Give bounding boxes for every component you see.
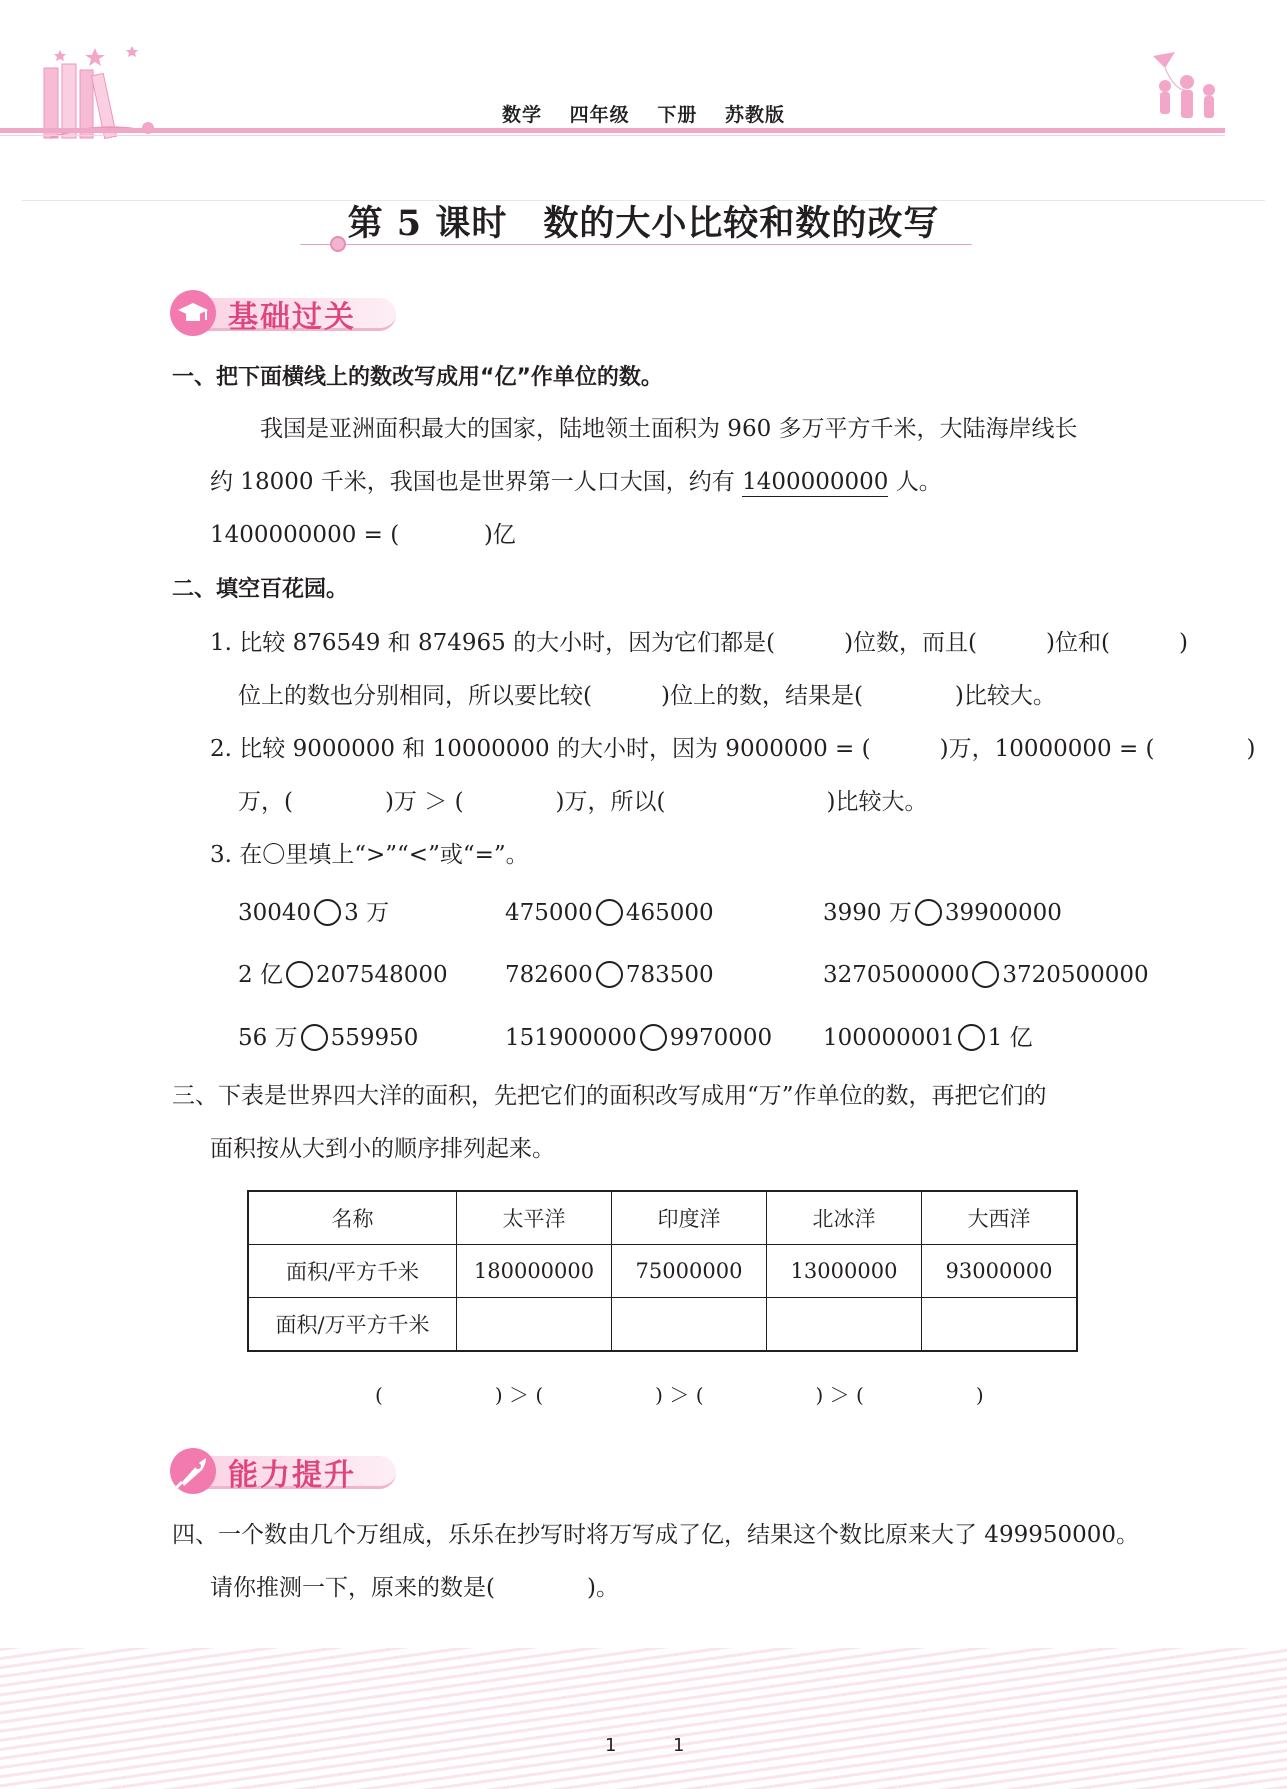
q1-line2-post: 人。 — [888, 469, 942, 495]
table-header-cell: 北冰洋 — [767, 1191, 922, 1245]
rocket-icon — [170, 1448, 216, 1494]
table-row — [248, 1298, 1077, 1352]
q3-heading-line1: 三、下表是世界四大洋的面积，先把它们的面积改写成用“万”作单位的数，再把它们的 — [172, 1083, 1047, 1109]
ocean-area-table — [247, 1190, 1078, 1352]
q1-answer — [210, 520, 516, 550]
page-number-left: 1 — [605, 1735, 617, 1756]
table-header-cell: 名称 — [248, 1191, 457, 1245]
compare-item: 3990 万 39900000 — [823, 900, 1062, 926]
compare-circle[interactable] — [640, 1024, 667, 1051]
q3-heading-line2: 面积按从大到小的顺序排列起来。 — [210, 1136, 555, 1162]
compare-circle[interactable] — [286, 961, 313, 988]
compare-circle[interactable] — [596, 899, 623, 926]
compare-item: 2 亿 207548000 — [238, 962, 448, 988]
section-basic-label: 基础过关 — [228, 300, 356, 335]
compare-item: 56 万 559950 — [238, 1025, 419, 1051]
footer-wave-decoration — [0, 1648, 1287, 1789]
q4-line1: 四、一个数由几个万组成，乐乐在抄写时将万写成了亿，结果这个数比原来大了 499950000。 — [172, 1522, 1140, 1548]
table-header-cell: 印度洋 — [612, 1191, 767, 1245]
q2-item1-line1: 1. 比较 876549 和 874965 的大小时，因为它们都是( )位数，而且( )位和( ) — [210, 630, 1188, 656]
q1-heading: 一、把下面横线上的数改写成用“亿”作单位的数。 — [172, 365, 663, 390]
header-rule — [0, 128, 1225, 133]
title-underline — [300, 244, 972, 245]
compare-item: 151900000 9970000 — [505, 1025, 773, 1051]
q2-heading: 二、填空百花园。 — [172, 577, 349, 602]
table-header-cell: 大西洋 — [922, 1191, 1078, 1245]
table-answer-cell[interactable] — [922, 1298, 1078, 1352]
q1-line2-pre: 约 18000 千米，我国也是世界第一人口大国，约有 — [210, 469, 743, 495]
q2-item3-heading: 3. 在〇里填上“>”“<”或“=”。 — [210, 842, 529, 868]
compare-circle[interactable] — [958, 1024, 985, 1051]
compare-item: 100000001 1 亿 — [823, 1025, 1033, 1051]
q3-order-row: ( ) ＞ ( ) ＞ ( ) ＞ ( ) — [375, 1383, 984, 1407]
header-rule-thin — [0, 135, 1225, 136]
table-cell: 13000000 — [767, 1245, 922, 1298]
compare-circle[interactable] — [915, 899, 942, 926]
q4-line2: 请你推测一下，原来的数是( )。 — [210, 1575, 619, 1601]
table-header-cell: 太平洋 — [457, 1191, 612, 1245]
compare-item: 475000 465000 — [505, 900, 714, 926]
compare-circle[interactable] — [596, 961, 623, 988]
compare-item: 782600 783500 — [505, 962, 714, 988]
graduation-cap-icon — [170, 290, 216, 336]
q1-line1: 我国是亚洲面积最大的国家，陆地领土面积为 960 多万平方千米，大陆海岸线长 — [260, 416, 1078, 442]
table-cell: 75000000 — [612, 1245, 767, 1298]
page-number-right: 1 — [673, 1735, 685, 1756]
book-info — [0, 100, 1287, 127]
compare-circle[interactable] — [314, 899, 341, 926]
section-basic-header — [170, 290, 410, 336]
table-answer-cell[interactable] — [612, 1298, 767, 1352]
table-cell: 93000000 — [922, 1245, 1078, 1298]
compare-item: 30040 3 万 — [238, 900, 390, 926]
title-underline-dot — [330, 236, 346, 252]
book-subject: 数学 — [502, 104, 543, 126]
q1-line2 — [210, 467, 942, 497]
table-row-label: 面积/万平方千米 — [248, 1298, 457, 1352]
q2-item2-line2: 万，( )万 ＞ ( )万，所以( )比较大。 — [238, 789, 928, 815]
book-volume: 下册 — [657, 104, 698, 126]
book-grade: 四年级 — [569, 104, 630, 126]
table-row — [248, 1245, 1077, 1298]
q1-answer-post: )亿 — [483, 522, 516, 548]
table-header-row — [248, 1191, 1077, 1245]
q2-item1-line2: 位上的数也分别相同，所以要比较( )位上的数，结果是( )比较大。 — [238, 683, 1056, 709]
table-answer-cell[interactable] — [457, 1298, 612, 1352]
table-cell: 180000000 — [457, 1245, 612, 1298]
compare-item: 3270500000 3720500000 — [823, 962, 1149, 988]
section-advanced-header — [170, 1448, 410, 1494]
table-answer-cell[interactable] — [767, 1298, 922, 1352]
lesson-title: 第 5 课时 数的大小比较和数的改写 — [347, 203, 940, 244]
compare-circle[interactable] — [301, 1024, 328, 1051]
q1-answer-pre: 1400000000 = ( — [210, 522, 400, 548]
q1-underlined-number: 1400000000 — [742, 469, 889, 495]
table-row-label: 面积/平方千米 — [248, 1245, 457, 1298]
compare-circle[interactable] — [972, 961, 999, 988]
book-edition: 苏教版 — [724, 104, 785, 126]
q2-item2-line1: 2. 比较 9000000 和 10000000 的大小时，因为 9000000 = ( )万，10000000 = ( ) — [210, 736, 1256, 762]
section-advanced-label: 能力提升 — [228, 1458, 356, 1493]
